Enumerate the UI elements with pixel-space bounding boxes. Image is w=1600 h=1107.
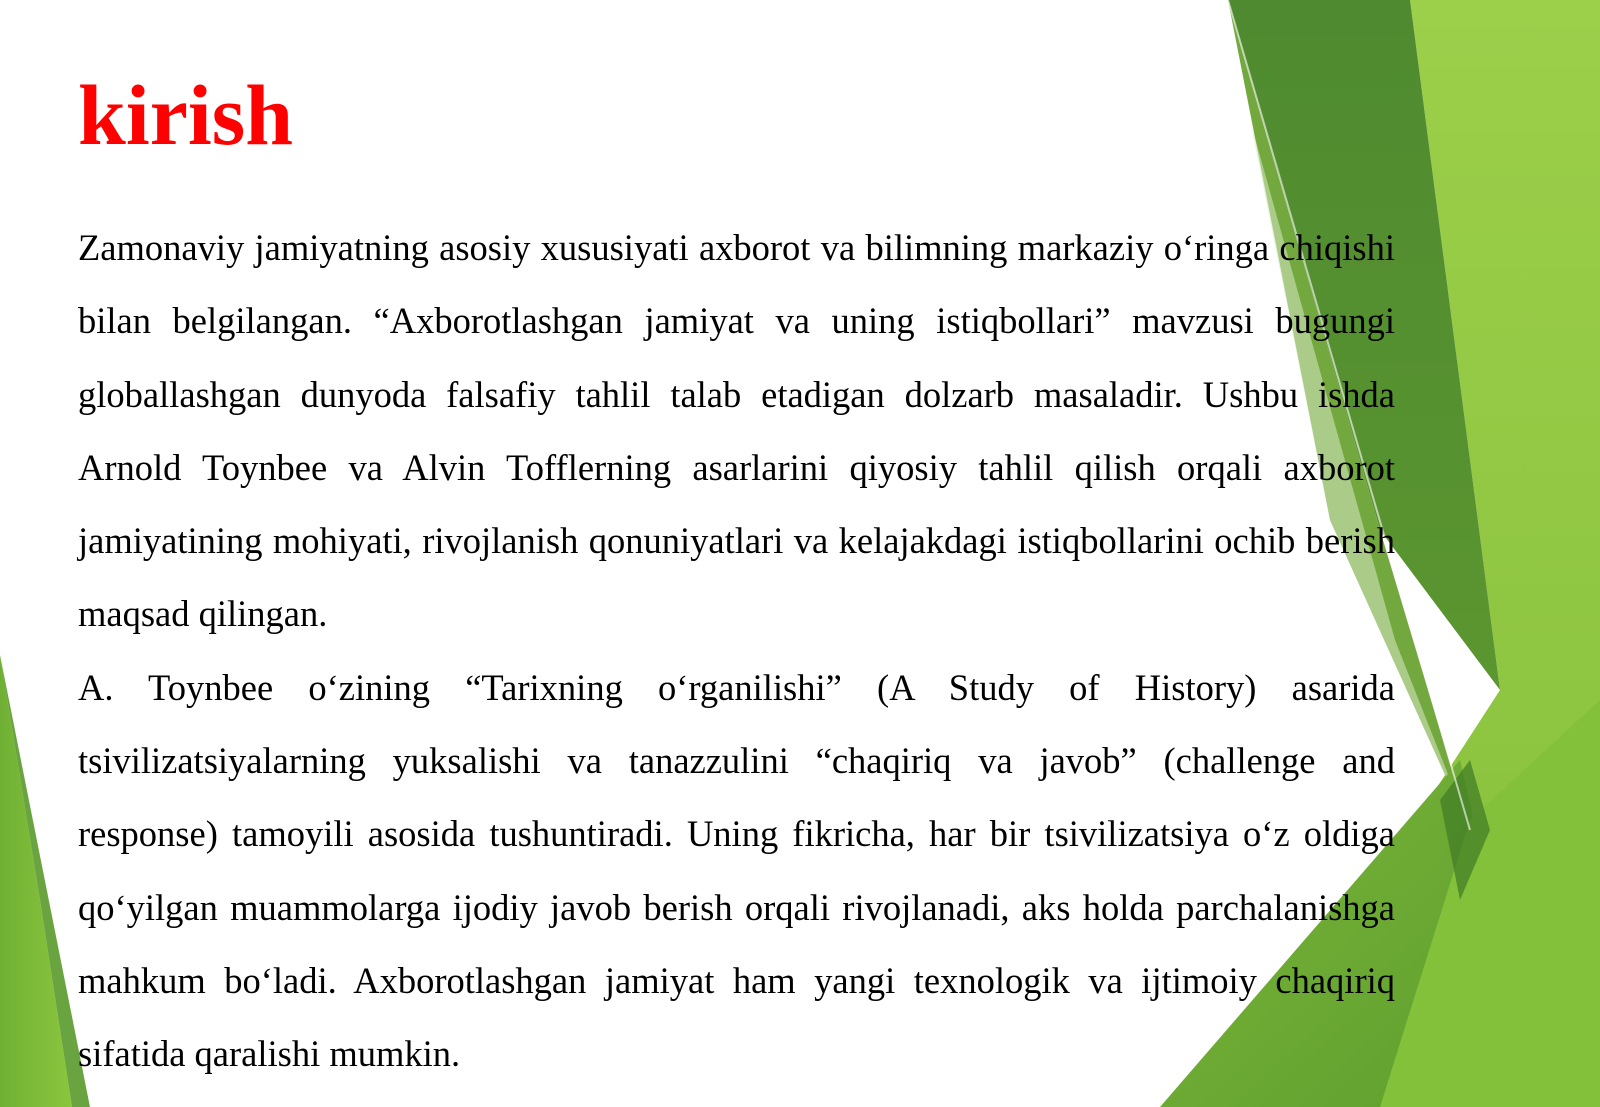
paragraph-toynbee: A. Toynbee o‘zining “Tarixning o‘rganilishi” (A Study of History) asarida tsivilizatsiyalarning yuksalishi va tanazzulini “chaqiriq va javob” (challenge and response) tamoyili asosida tushuntiradi. Uning fikricha, har bir tsivilizatsiya o‘z oldiga qo‘yilgan muammolarga ijodiy javob berish orqali rivojlanadi, aks holda parchalanishga mahkum bo‘ladi. Axborotlashgan jamiyat ham yangi texnologik va ijtimoiy chaqiriq sifatida qaralishi mumkin.: [78, 666, 1395, 1075]
paragraph-intro: Zamonaviy jamiyatning asosiy xususiyati axborot va bilimning markaziy o‘ringa chiqishi bilan belgilangan. “Axborotlashgan jamiyat va uning istiqbollari” mavzusi bugungi globallashgan dunyoda falsafiy tahlil talab etadigan dolzarb masaladir. Ushbu ishda Arnold Toynbee va Alvin Tofflerning asarlarini qiyosiy tahlil qilish orqali axborot jamiyatining mohiyati, rivojlanish qonuniyatlari va kelajakdagi istiqbollarini ochib berish maqsad qilingan.: [78, 227, 1395, 635]
slide-title: kirish: [78, 67, 294, 163]
body-text: [78, 211, 1395, 1091]
facet-left-light: [0, 655, 72, 1107]
